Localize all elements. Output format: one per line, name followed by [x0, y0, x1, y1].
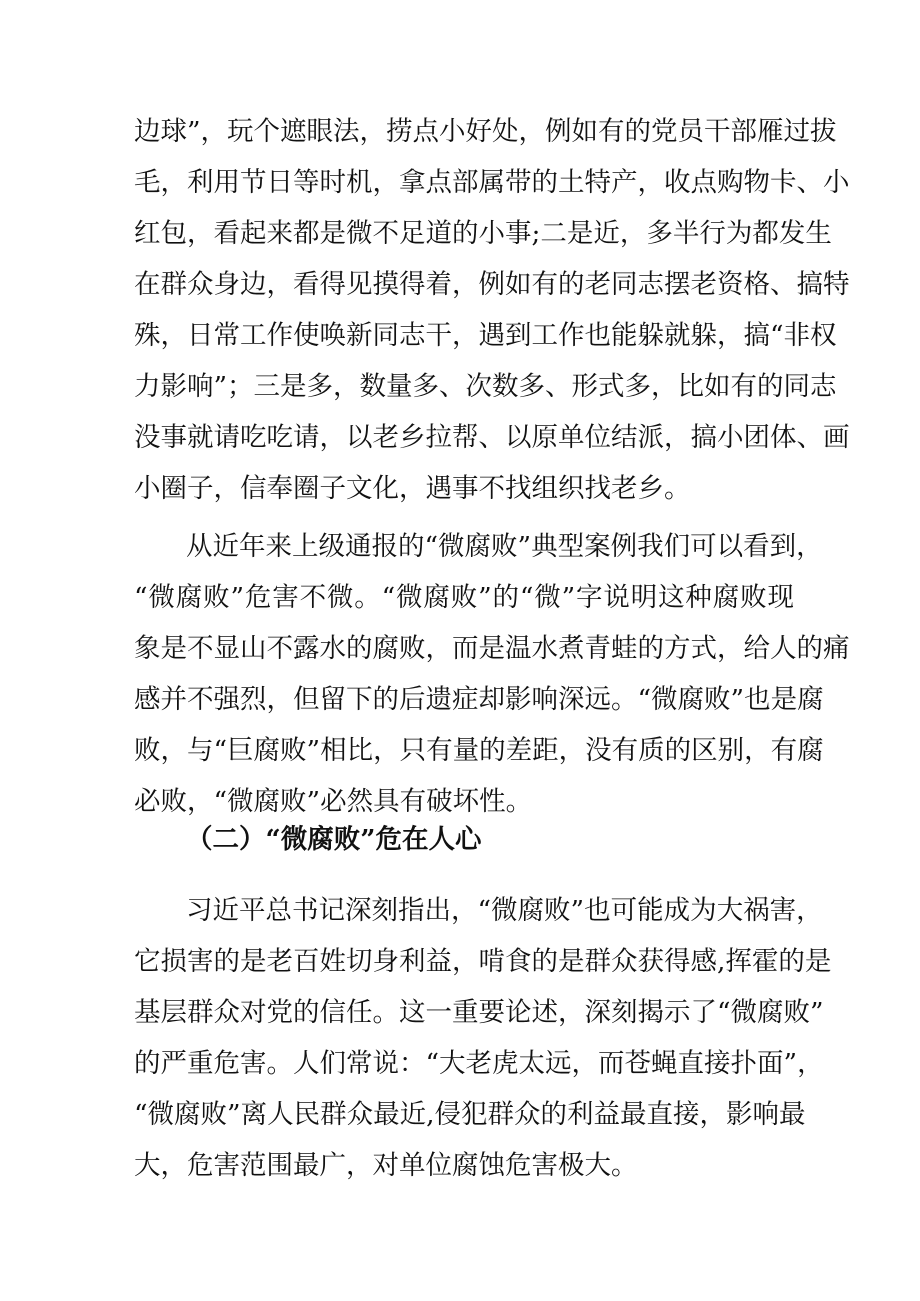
- text-line: 在群众身边，看得见摸得着，例如有的老同志摆老资格、搞特: [134, 269, 850, 300]
- text-line: 从近年来上级通报的“微腐败”典型案例我们可以看到，: [186, 531, 823, 562]
- text-line: 红包，看起来都是微不足道的小事;二是近，多半行为都发生: [134, 218, 832, 249]
- text-line: “微腐败”离人民群众最近,侵犯群众的利益最直接，影响最: [134, 1099, 806, 1130]
- text-line: 基层群众对党的信任。这一重要论述，深刻揭示了“微腐败”: [134, 997, 824, 1028]
- text-line: 边球”，玩个遮眼法，捞点小好处，例如有的党员干部雁过拔: [134, 116, 837, 147]
- text-line: 没事就请吃吃请，以老乡拉帮、以原单位结派，搞小团体、画: [134, 422, 850, 453]
- text-line: 它损害的是老百姓切身利益，啃食的是群众获得感,挥霍的是: [134, 946, 832, 977]
- text-line: “微腐败”危害不微。“微腐败”的“微”字说明这种腐败现: [134, 582, 794, 613]
- text-line: 力影响”；三是多，数量多、次数多、形式多，比如有的同志: [134, 371, 837, 402]
- text-line: 象是不显山不露水的腐败，而是温水煮青蛙的方式，给人的痛: [134, 633, 850, 664]
- text-line: 的严重危害。人们常说：“大老虎太远，而苍蝇直接扑面”，: [134, 1048, 824, 1079]
- text-line: 败，与“巨腐败”相比，只有量的差距，没有质的区别，有腐: [134, 735, 824, 766]
- section-heading: （二）“微腐败”危在人心: [186, 824, 482, 855]
- text-line: 毛，利用节日等时机，拿点部属带的土特产，收点购物卡、小: [134, 167, 850, 198]
- text-line: 必败，“微腐败”必然具有破坏性。: [134, 786, 533, 817]
- text-line: 大，危害范围最广，对单位腐蚀危害极大。: [134, 1150, 638, 1181]
- text-line: 小圈子，信奉圈子文化，遇事不找组织找老乡。: [134, 473, 691, 504]
- text-line: 感并不强烈，但留下的后遗症却影响深远。“微腐败”也是腐: [134, 684, 824, 715]
- text-line: 习近平总书记深刻指出，“微腐败”也可能成为大祸害，: [186, 895, 823, 926]
- text-line: 殊，日常工作使唤新同志干，遇到工作也能躲就躲，搞“非权: [134, 320, 837, 351]
